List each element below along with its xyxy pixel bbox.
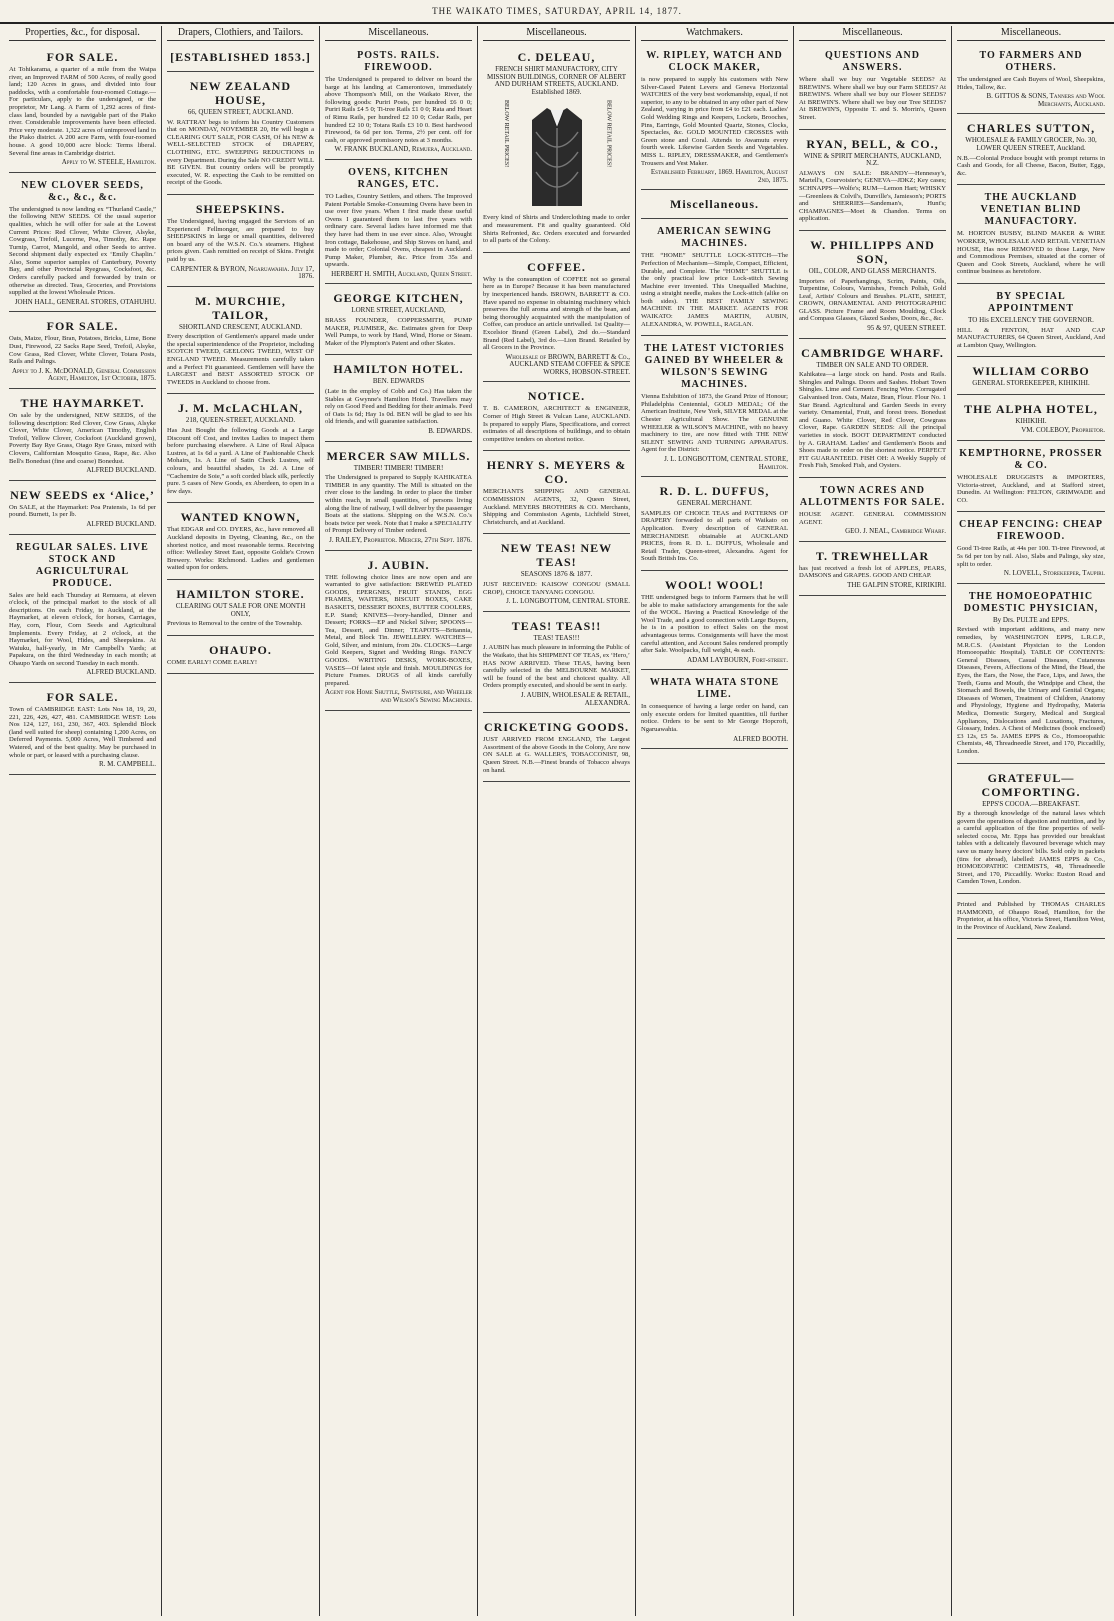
advertisement (483, 45, 630, 253)
ad-body: The Undersigned is prepared to Supply KAHIKATEA TIMBER in any quantity. The Mill is situated on the river close to the landing. In order to place the timber within reach, in small quantities, of persons living along the line of railway, I will deliver by the passenger Boats at the stations. Shipping on the W.S.N. Co.'s boats twice per week. Note that I make a SPECIALITY of Prompt Delivery of Timber ordered. (325, 474, 472, 535)
ad-title: WILLIAM CORBO (972, 364, 1090, 379)
ad-subtitle: CLEARING OUT SALE FOR ONE MONTH ONLY, (175, 601, 306, 618)
advertisement (167, 45, 314, 72)
ad-body: Previous to Removal to the centre of the Township. (167, 620, 303, 628)
advertisement (641, 573, 788, 670)
ad-body: Has Just Bought the following Goods at a Large Discount off Cost, and invites Ladies to inspect them before purchasing elsewhere. A Line of Real Alpaca Lustres, at 1s 6d a yard. A Line of Fashionable Check Mohairs, 1s. A Line of Satin Check Lustres, self colours, and beautiful shades, 1s 2d. A Line of “Cachemire de Soie,” a soft corded black silk, perfectly pure. 5 cases of New Goods, ex Aberdeen, to open in a few days. (167, 427, 314, 495)
ad-body: On sale by the undersigned, NEW SEEDS, of the following description: Red Clover, Cow Grass, Alsyke Clover, White Clover, American Timothy, English Trefoil, Yellow Clover, Cocksfoot (Auckland grown), Poverty Bay Rye Grass, Otago Rye Grass, mixed with Clovers, Californian Mosquito Grass, Rape, &c. Also Bell's Bonedust (fine and coarse) Bonedust. (9, 412, 156, 465)
ad-title: NEW SEEDS ex ‘Alice,’ (10, 487, 155, 502)
ad-signature: W. FRANK BUCKLAND, Remuera, Auckland. (334, 145, 472, 154)
column-7 (952, 26, 1110, 1616)
ad-signature: VM. COLEBOY, Proprietor. (1021, 426, 1105, 435)
ad-subtitle: By Drs. PULTE and EPPS. (993, 615, 1069, 624)
ad-title: THE HOMOEOPATHIC DOMESTIC PHYSICIAN, (963, 590, 1099, 614)
ad-title: J. M. McLACHLAN, (178, 401, 303, 416)
ad-subtitle: 66, QUEEN STREET, AUCKLAND. (187, 108, 294, 116)
ad-body: J. AUBIN has much pleasure in informing the Public of the Waikato, that his SHIPMENT OF TEAS, ex ‘Hero,’ HAS NOW ARRIVED. These TEAS, having been carefully selected in the MELBOURNE MARKET, will be found of the best and choicest quality. All Orders promptly executed, and should be sent in early. (483, 644, 630, 690)
advertisement (167, 74, 314, 195)
ad-body: JUST ARRIVED FROM ENGLAND, The Largest Assortment of the above Goods in the Colony, Are now ON SALE at G. WALLER'S, TOBACCONIST, 98, Queen Street. N.B.—Finest brands of Tobacco always on hand. (483, 736, 630, 774)
column-1 (4, 26, 162, 1616)
ad-body: Oats, Maize, Flour, Bran, Potatoes, Bricks, Lime, Bone Dust, Firewood, 22 Sacks Rape Seed, Trefoil, Alsyke, Cow Grass, Red Clover, White Clover, Totara Posts, Rails and Palings. (9, 335, 156, 366)
ad-signature: B. EDWARDS. (428, 427, 472, 435)
ad-title: REGULAR SALES. LIVE STOCK AND AGRICULTURAL PRODUCE. (16, 541, 149, 589)
ad-subtitle: TO His EXCELLENCY THE GOVERNOR. (968, 315, 1094, 324)
ad-title: WANTED KNOWN, (180, 510, 301, 525)
ad-title: CHARLES SUTTON, (966, 121, 1096, 136)
ad-title: CHEAP FENCING: CHEAP FIREWOOD. (959, 519, 1103, 543)
ad-title: W. RIPLEY, WATCH AND CLOCK MAKER, (646, 50, 783, 73)
ad-subtitle: SEASONS 1876 & 1877. (520, 570, 593, 579)
ad-signature: ALFRED BUCKLAND. (86, 466, 156, 475)
advertisement (483, 384, 630, 451)
ad-title: GEORGE KITCHEN, (333, 291, 464, 306)
ad-body: BRASS FOUNDER, COPPERSMITH, PUMP MAKER, PLUMBER, &c. Estimates given for Deep Well Pumps, to work by Hand, Wind, Horse or Steam. Maker of the Plympton's Patent and other Skates. (325, 317, 472, 347)
advertisement (167, 638, 314, 675)
column-6 (794, 26, 952, 1616)
advertisement (957, 397, 1105, 441)
ad-title: T. TREWHELLAR (815, 548, 930, 563)
advertisement (325, 162, 472, 285)
advertisement (799, 233, 946, 339)
advertisement (483, 453, 630, 534)
advertisement (325, 357, 472, 441)
ad-body: That EDGAR and CO. DYERS, &c., have removed all Auckland deposits in Dyeing, Cleaning, &c., on the shortest notice, and most reasonable terms. Receiving office: Wellesley Street East, opposite Goldie's Crown Brewery. Works: Richmond. Ladies and gentlemen waited upon for orders. (167, 526, 314, 572)
advertisement (957, 187, 1105, 284)
ad-title: HAMILTON HOTEL. (333, 362, 464, 377)
advertisement (641, 221, 788, 336)
ad-signature: Wholesale of BROWN, BARRETT & Co., AUCKLAND STEAM COFFEE & SPICE WORKS, HOBSON-STREET. (505, 352, 630, 376)
advertisement (483, 715, 630, 782)
ad-body: The Undersigned is prepared to deliver on board the barge at his landing at Camerontown, immediately above Thompson's Mill, on the Waikato River, the following goods: Puriri Posts, per hundred £6 0 0; Puriri Rails £4 5 0; Ti-tree Rails £1 0 0; Rata and Heart of Rimu Rails, per hundred £2 10 0; Cedar Rails, per hundred £2 10 0; Totara Rails £3 10 0. Best hardwood Firewood, 6s 6d per ton. Terms, 2½ per cent. off for cash, or approved promissory notes at 3 months. (325, 76, 472, 144)
ad-body: SAMPLES OF CHOICE TEAS and PATTERNS OF DRAPERY forwarded to all parts of Waikato on Application. Every description of GENERAL MERCHANDISE obtainable at AUCKLAND PRICES, from R. D. L. DUFFUS, Wholesale and Retail Trader, Queen-street, Alexandra. Agent for South British Ins. Co. (641, 509, 788, 563)
ad-signature: THE GALPIN STORE, KIRIKIRI. (847, 580, 946, 589)
ad-subtitle: 218, QUEEN-STREET, AUCKLAND. (185, 416, 296, 425)
ad-title: [ESTABLISHED 1853.] (170, 50, 311, 64)
ad-signature: R. M. CAMPBELL. (99, 760, 156, 769)
ad-body: T. B. CAMERON, ARCHITECT & ENGINEER, Corner of High Street & Vulcan Lane, AUCKLAND. Is prepared to supply Plans, Specifications, and correct estimates of all descriptions of buildings, and to obtain competitive tenders on shortest notice. (483, 405, 630, 443)
advertisement (167, 396, 314, 503)
ad-subtitle: TIMBER ON SALE AND TO ORDER. (816, 360, 929, 369)
ad-title: TO FARMERS AND OTHERS. (979, 50, 1083, 73)
advertisement (957, 896, 1105, 939)
advertisement (957, 514, 1105, 583)
column-heading: Miscellaneous. (483, 26, 630, 41)
ad-body: is now prepared to supply his customers with New Silver-Cased Patent Levers and Geneva Horizontal WATCHES of the very best workmanship, equal, if not superior, to any to be obtained in any other part of New Zealand, varying in price from £4 to £21 each. Ladies' Gold Wedding Rings and Keepers, Lockets, Brooches, Pins, Earrings, Gold Mounted Quartz, Stones, Clocks, Spectacles, &c. GOLD MOUNTED CROSSES with Green stone and Coral. Attends to Awamutu every fourth week. Likewise Garden Seeds and Vegetables. MISS L. RIPLEY, DRESSMAKER, and Gentlemen's Trousers and Vest Maker. (641, 76, 788, 167)
advertisement (9, 314, 156, 389)
ad-title: THE ALPHA HOTEL, (964, 401, 1098, 416)
ad-body: Town of CAMBRIDGE EAST: Lots Nos 18, 19, 20, 221, 226, 426, 427, 481. CAMBRIDGE WEST: Lots Nos 124, 127, 161, 230, 367, 403. Splendid Block (land well suited for sheep) containing 1,200 Acres, on Deferred Payments. 5,000 Acres, Well Timbered and Watered, and of the best quality. May be purchased in whole or part, or leased with a purchasing clause. (9, 706, 156, 759)
column-5 (636, 26, 794, 1616)
ad-subtitle: TIMBER! TIMBER! TIMBER! (353, 463, 444, 472)
ad-title: TEAS! TEAS!! (511, 618, 602, 633)
ad-body: Why is the consumption of COFFEE not so general here as in Europe? Because it has been manufactured by inexperienced hands. BROWN, BARRETT & CO. Have spared no expense in obtaining machinery which preserves the full aroma and strength of the bean, and being thoroughly acquainted with the manipulation of Coffee, can produce an article unrivalled. 1st Quality—Excelsior Brand (Green Label), 2nd do.—Standard Brand (Red Label), 3rd do.—Lion Brand. Retailed by all Grocers in the Province. (483, 275, 630, 352)
advertisement (9, 45, 156, 173)
column-heading: Drapers, Clothiers, and Tailors. (167, 26, 314, 41)
ad-body: By a thorough knowledge of the natural laws which govern the operations of digestion and nutrition, and by a careful application of the fine properties of well-selected cocoa, Mr. Epps has provided our breakfast tables with a delicately flavoured beverage which may save us many heavy doctors' bills. Sold only in packets (tins for abroad), labelled: JAMES EPPS & Co., HOMOEOPATHIC CHEMISTS, 48, Threadneedle Street, and 170, Piccadilly. Works: Euston Road and Camden Town, London. (957, 810, 1105, 886)
ad-title: COFFEE. (527, 259, 586, 274)
ad-title: WHATA WHATA STONE LIME. (649, 677, 780, 701)
ad-body: ALWAYS ON SALE: BRANDY—Hennessy's, Martell's, Courvoisier's; GENEVA—JDKZ; Key cases; SCHNAPPS—Wolfe's; RUM—Lemon Hart; WHISKY—Greenlees & Colvil's, Dunville's, Jamieson's; PORTS and SHERRIES—Sandeman's, Hunt's; CHAMPAGNES—Moet & Chandon. Terms on application. (799, 169, 946, 223)
ad-body: Kahikatea—a large stock on hand. Posts and Rails. Shingles and Palings. Doors and Sashes. Hobart Town Shingles. Lime and Cement. Fencing Wire. Corrugated Galvanised Iron. Oats, Maize, Bran, Flour. Flour No. 1 Star Brand. Agricultural and Garden Seeds in every variety. Ornamental, Fruit, and forest trees. Bonedust and Guano. White Clover, Red Clover, Cowgrass Clover, Rape. GARDEN SEEDS: All the principal varieties in stock. BOOT DEPARTMENT conducted by A. GRAHAM. Ladies' and Gentlemen's Boots and Shoes made to order on the shortest notice. PERFECT FIT GUARANTEED. FISH OH: A Weekly Supply of Fresh Fish, Smoked Fish, and Oysters. (799, 371, 946, 470)
ad-signature: J. RAILEY, Proprietor. Mercer, 27th Sept. 1876. (329, 535, 472, 544)
ad-title: NEW ZEALAND HOUSE, (189, 79, 292, 107)
ad-body: Printed and Published by THOMAS CHARLES HAMMOND, of Ohaupo Road, Hamilton, for the Proprietor, at his office, Victoria Street, Hamilton West, in the Province of Auckland, New Zealand. (957, 901, 1105, 931)
advertisement (325, 553, 472, 711)
ad-signature: Apply to J. K. McDONALD, General Commission Agent, Hamilton, 1st October, 1875. (11, 366, 156, 383)
advertisement (641, 192, 788, 219)
ad-title: THE HAYMARKET. (20, 396, 145, 410)
ad-body: THE “HOME” SHUTTLE LOCK-STITCH—The Perfection of Mechanism—Simple, Compact, Efficient, Durable, and Complete. The “HOME” SHUTTLE is the only practical low price Lock-stitch Sewing Machine ever invented. This Unequalled Machine, using a straight needle, makes the Lock-stitch (alike on both sides). THE BEST FAMILY SEWING MACHINE IN THE MARKET. AGENTS FOR WAIKATO: JAMES MARTIN, AUBIN, ALEXANDRA, W. POWELL, RAGLAN. (641, 252, 788, 328)
ad-body: has just received a fresh lot of APPLES, PEARS, DAMSONS and GRAPES. GOOD AND CHEAP. (799, 564, 946, 580)
ad-subtitle: GENERAL STOREKEEPER, KIHIKIHI. (972, 379, 1090, 388)
advertisement (641, 338, 788, 477)
ad-signature: B. GITTOS & SONS, Tanners and Wool Merchants, Auckland. (986, 92, 1105, 108)
ad-subtitle: FRENCH SHIRT MANUFACTORY, CITY MISSION BUILDINGS, CORNER OF ALBERT AND DURHAM STREETS, AUCKLAND. Established 1869. (486, 65, 626, 96)
column-heading: Miscellaneous. (799, 26, 946, 41)
ad-title: C. DELEAU, (517, 50, 596, 64)
advertisement (957, 359, 1105, 395)
ad-title: W. PHILLIPPS AND SON, (810, 237, 935, 266)
ad-title: KEMPTHORNE, PROSSER & CO. (959, 448, 1103, 472)
ad-title: POSTS. RAILS. FIREWOOD. (357, 50, 440, 73)
ad-body: The Undersigned, having engaged the Services of an Experienced Fellmonger, are prepared to buy SHEEPSKINS in large or small quantities, delivered on board any of the W.S.N. Co.'s steamers. Highest prices given. Cash remitted on receipt of Skins. Freight paid by us. (167, 217, 314, 263)
ad-title: J. AUBIN. (367, 557, 430, 572)
ad-title: TOWN ACRES AND ALLOTMENTS FOR SALE. (799, 484, 946, 508)
ad-title: M. MURCHIE, TAILOR, (195, 293, 286, 322)
ad-body: TO Ladies, Country Settlers, and others. The Improved Patent Portable Smoke-Consuming Ovens have been in use over five years. When I first made these useful Ovens I guaranteed them to last five years with ordinary care. Several ladies have informed me that they have had them in use ever since. Also, Wrought Iron cottage, Bakehouse, and Ship Stoves on hand, and made to order; Colonial Ovens, cheapest in Auckland. Pump Maker, Plumber, &c. Price from 35s and upwards. (325, 192, 472, 269)
ad-signature: ALFRED BUCKLAND. (86, 519, 156, 528)
ad-signature: GEO. J. NEAL, Cambridge Wharf. (845, 527, 946, 536)
ad-title: BY SPECIAL APPOINTMENT (988, 290, 1074, 314)
advertisement (957, 443, 1105, 512)
ad-body: Every kind of Shirts and Underclothing made to order and measurement. Fit and quality guaranteed. Old Shirts Refronted, &c. Orders executed and forwarded to all parts of the Colony. (483, 214, 630, 245)
ad-title: GRATEFUL—COMFORTING. (981, 770, 1081, 799)
ad-signature: N. LOVELL, Storekeeper, Taupiri. (1003, 569, 1105, 578)
ad-title: CRICKETING GOODS. (483, 720, 630, 735)
advertisement (483, 614, 630, 713)
advertisement (325, 45, 472, 160)
side-text-right: BELOW RETAIL PRICES! (605, 100, 612, 168)
shirt-illustration (502, 100, 612, 210)
column-heading: Watchmakers. (641, 26, 788, 41)
ad-signature: 95 & 97, QUEEN STREET. (867, 324, 946, 333)
ad-signature: J. L. LONGBOTTOM, CENTRAL STORE. (506, 597, 630, 606)
advertisement (641, 479, 788, 571)
advertisement (167, 289, 314, 395)
ad-body: Importers of Paperhangings, Scrim, Paints, Oils, Turpentine, Colours, Varnishes, French Polish, Gold Leaf, Artists' Colours and Brushes. PLATE, SHEET, CROWN, ORNAMENTAL AND PHOTOGRAPHIC GLASS. Picture Frame and Room Moulding, Clock and Compass Glasses, Glazed Sashes, Doors, &c., &c. (799, 277, 946, 323)
advertisement (957, 586, 1105, 764)
ad-signature: ALFRED BUCKLAND. (86, 668, 156, 677)
ad-body: (Late in the employ of Cobb and Co.) Has taken the Stables at Gwynne's Hamilton Hotel. Travellers may rely on Good Feed and Bedding for their animals. Feed of Oats 1s 6d; Hay 1s 0d. BEN will be glad to see his old friends, and will guarantee satisfaction. (325, 388, 472, 426)
ad-title: FOR SALE. (46, 319, 119, 334)
advertisement (957, 286, 1105, 357)
masthead: THE WAIKATO TIMES, SATURDAY, APRIL 14, 1877. (0, 0, 1114, 24)
ad-signature: Agent for Home Shuttle, Swiftsure, and Wheeler and Wilson's Sewing Machines. (325, 688, 472, 705)
ad-body: Every description of Gentlemen's apparel made under the special superintendence of the Proprietor, including SCOTCH TWEED, GEELONG TWEED, WEST OF ENGLAND TWEED. Measurements carefully taken and a Perfect Fit guaranteed. Gentlemen will have the LARGEST and BEST ASSORTED STOCK OF TWEEDS in Auckland to choose from. (167, 333, 314, 386)
advertisement (799, 544, 946, 596)
ad-title: FOR SALE. (46, 690, 119, 705)
ad-signature: Established February, 1869. Hamilton, August 2nd, 1875. (650, 168, 788, 184)
ad-subtitle: LORNE STREET, AUCKLAND, (351, 306, 446, 315)
ad-body: Sales are held each Thursday at Remuera, at eleven o'clock, of the principal market to the stock of all descriptions. On each Friday, in Auckland, at the Haymarket, at eleven o'clock, for horses, Carriages, Hay, corn, Flour, Corn Seeds and Agricultural Implements. Every Friday, at 2 o'clock, at the Haymarket, for Wool, Hides, and Sheepskins. At Waiuku, half-yearly, in Mr Campbell's Yards; at Papakura, on the third Wednesday in each month; at Ohaupo Yards on second Tuesday in each month. (9, 591, 156, 667)
ad-body: HILL & FENTON, HAT AND CAP MANUFACTURERS, 64 Queen Street, Auckland, And at Lambton Quay, Wellington. (957, 326, 1105, 349)
ad-title: OVENS, KITCHEN RANGES, ETC. (348, 166, 449, 190)
ad-signature: ADAM LAYBOURN, Fort-street. (687, 655, 788, 664)
ad-signature: CARPENTER & BYRON, Ngaruawahia. July 17, 1876. (170, 264, 314, 281)
ad-subtitle: BEN. EDWARDS (372, 377, 425, 386)
ad-subtitle: OIL, COLOR, AND GLASS MERCHANTS. (808, 266, 937, 275)
column-3 (320, 26, 478, 1616)
ad-signature: J. L. LONGBOTTOM, CENTRAL STORE, Hamilton. (664, 455, 788, 471)
ad-subtitle: WHOLESALE & FAMILY GROCER, No. 30, LOWER QUEEN STREET, Auckland. (965, 136, 1097, 152)
ad-title: FOR SALE. (46, 50, 119, 64)
ad-body: In consequence of having a large order on hand, can only execute orders for limited quantities, till further notice. Orders to be sent to Mr George Hopcroft, Ngaruawahia. (641, 703, 788, 734)
ad-title: MERCER SAW MILLS. (326, 448, 471, 463)
advertisement (799, 480, 946, 542)
advertisement (641, 45, 788, 190)
ad-body: At Tohikarama, a quarter of a mile from the Waipa river, an Improved FARM of 500 Acres, of really good land; 120 Acres in grass, and divided into four paddocks, with a comfortable four-roomed Cottage.—For particulars, apply to the undersigned, or the proprietor, Mr Lang. A Farm of 1,292 acres of first-class land, bounded by a navigable part of the Piako river. Considerable improvements have been effected. Price very moderate. 1,322 acres of unimproved land in the Piako district. A 200 acre Farm, with four-roomed house. A good 10,000 acre block: Terms liberal. Several fine areas in Cambridge district. (9, 66, 156, 157)
column-4 (478, 26, 636, 1616)
advertisement (799, 341, 946, 478)
advertisement (167, 582, 314, 636)
ad-body: On SALE, at the Haymarket: Poa Pratensis, 1s 6d per pound. Burnett, 1s per lb. (9, 503, 156, 519)
column-heading: Miscellaneous. (957, 26, 1105, 41)
ad-title: THE AUCKLAND VENETIAN BLIND MANUFACTORY. (980, 192, 1082, 228)
ad-body: W. RATTRAY begs to inform his Country Customers that on MONDAY, NOVEMBER 20, He will begin a CLEARING OUT SALE, FOR CASH, Of his NEW & WELL-SELECTED STOCK of DRAPERY, CLOTHING, ETC. SWEEPING REDUCTIONS in every Department. During the Sale NO CREDIT WILL BE GIVEN. But country orders will be promptly executed, W. R. expecting the Cash to be remitted on receipt of the Goods. (167, 118, 314, 187)
column-2 (162, 26, 320, 1616)
ad-subtitle: TEAS! TEAS!!! (533, 633, 580, 642)
ad-title: AMERICAN SEWING MACHINES. (657, 226, 772, 250)
ad-subtitle: WINE & SPIRIT MERCHANTS, AUCKLAND, N.Z. (803, 151, 942, 168)
ad-body: HOUSE AGENT. GENERAL COMMISSION AGENT. (799, 510, 946, 526)
ad-title: NEW TEAS! NEW TEAS! (500, 541, 613, 570)
ad-signature: Apply to W. STEELE, Hamilton. (61, 158, 156, 167)
column-heading: Miscellaneous. (325, 26, 472, 41)
ad-body: M. HORTON BUSBY, BLIND MAKER & WIRE WORKER, WHOLESALE AND RETAIL VENETIAN HOUSE, Has now REMOVED to those Large, New and Commodious Premises, situated at the corner of Queen and Cook Streets, Auckland, where he will continue business as heretofore. (957, 230, 1105, 276)
advertisement (641, 672, 788, 749)
advertisement (167, 197, 314, 287)
ad-title: WOOL! WOOL! (664, 577, 765, 592)
ad-title: QUESTIONS AND ANSWERS. (825, 50, 920, 73)
advertisement (9, 175, 156, 313)
ad-title: R. D. L. DUFFUS, (659, 484, 770, 499)
column-heading: Properties, &c., for disposal. (9, 26, 156, 41)
ad-body: COME EARLY! COME EARLY! (167, 658, 258, 666)
advertisement (483, 255, 630, 383)
shirt-icon (522, 102, 592, 208)
advertisement (957, 766, 1105, 895)
ad-title: NEW CLOVER SEEDS, &c., &c., &c. (21, 179, 144, 203)
ad-title: HAMILTON STORE. (176, 586, 305, 601)
ad-title: THE LATEST VICTORIES GAINED BY WHEELER & WILSON'S SEWING MACHINES. (644, 343, 785, 391)
advertisement (957, 116, 1105, 185)
advertisement (325, 286, 472, 355)
ad-body: N.B.—Colonial Produce bought with prompt returns in Cash and Goods, for all Cheese, Bacon, Butter, Eggs, &c. (957, 154, 1105, 177)
advertisement (167, 505, 314, 580)
advertisement (9, 483, 156, 535)
ad-body: Revised with important additions, and many new remedies, by WASHINGTON EPPS, L.R.C.P., M.R.C.S. (Assistant Physician to the London Homoeopathic Hospital). TABLE OF CONTENTS: General Diseases, Casual Diseases, Cutaneous Diseases, Fevers, Affections of the Mind, the Head, the Eyes, the Ears, the Nose, the Face, Lips, and Jaws, the Teeth, Gums and Mouth, the Windpipe and Chest, the Stomach and Bowels, the Urinary and Genital Organs; Diseases of Women, Treatment of Children, Anatomy and Physiology, Hygiene and Hydropathy, Materia Medica, Domestic Surgery, Medical and Surgical Appliances, Dislocations and Luxations, Fractures, Glossary, Index. A Chest of Medicines (book enclosed) £3 12s, £5 5s. JAMES EPPS & Co., Homoeopathic Chemists, 48, Threadneedle Street, and 170, Piccadilly, London. (957, 626, 1105, 755)
ad-body: JUST RECEIVED: KAISOW CONGOU (SMALL CROP), CHOICE TANYANG CONGOU. (483, 581, 630, 596)
ad-title: NOTICE. (527, 389, 586, 404)
ad-body: Good Ti-tree Rails, at 44s per 100. Ti-tree Firewood, at 5s 6d per ton by rail. Also, Slabs and Palings, sky size, split to order. (957, 545, 1105, 568)
advertisement (9, 537, 156, 684)
side-text-left: BELOW RETAIL PRICES! (503, 100, 510, 168)
advertisement (325, 444, 472, 551)
ad-body: The undersigned is now landing ex “Thurland Castle,” the following NEW SEEDS. Of the usual superior qualities, which he will offer for sale at the Lowest Current Prices: Red Clover, White Clover, Alsyke, Cowgrass, Trefoil, Lucerne, Poa, Timothy, &c. Rape Turnip, Carrot, Mangold, and other Seeds to arrive. Second shipment daily expected ex ‘Emily Chaplin.’ Also, Some superior samples of Canterbury, Poverty Bay, and other Provincial Ryegrass, Cocksfoot, &c. Orders carefully packed and forwarded by train or otherwise as directed. Teas, Groceries, and Provisions supplied at the lowest Wholesale Prices. (9, 205, 156, 297)
ad-signature: J. AUBIN, WHOLESALE & RETAIL, ALEXANDRA. (520, 690, 630, 707)
ad-title: RYAN, BELL, & CO., (806, 136, 939, 151)
advertisement (9, 685, 156, 775)
advertisement (9, 391, 156, 481)
advertisement (799, 45, 946, 130)
ad-signature: HERBERT H. SMITH, Auckland, Queen Street. (331, 269, 472, 278)
ad-body: The undersigned are Cash Buyers of Wool, Sheepskins, Hides, Tallow, &c. (957, 76, 1105, 91)
ad-subtitle: EPPS'S COCOA.—BREAKFAST. (982, 799, 1080, 808)
advertisement (799, 132, 946, 231)
ad-title: HENRY S. MEYERS & CO. (486, 458, 627, 487)
ad-title: CAMBRIDGE WHARF. (801, 345, 944, 360)
ad-title: SHEEPSKINS. (195, 201, 286, 216)
advertisement (483, 536, 630, 611)
ad-body: MERCHANTS SHIPPING AND GENERAL COMMISSION AGENTS, 32, Queen Street, Auckland. MEYERS BROTHERS & CO. Merchants, Shipping and Commission Agents, Lichfield Street, Christchurch, and at Auckland. (483, 488, 630, 526)
ad-title: Miscellaneous. (670, 197, 759, 212)
ad-title: OHAUPO. (209, 642, 272, 657)
ad-subtitle: GENERAL MERCHANT. (677, 499, 752, 508)
ad-body: Vienna Exhibition of 1873, the Grand Prize of Honour; Philadelphia Centennial, GOLD MEDAL; Of the American Institute, New York, SILVER MEDAL at the Chester Agricultural Show. The GENUINE WHEELER & WILSON'S MACHINE, with no heavy machinery to tire, are now fitted with THE NEW SILENT SEWING AND TURNING APPARATUS. Agent for the District: (641, 393, 788, 454)
ad-subtitle: KIHIKIHI. (1015, 416, 1047, 425)
ad-signature: ALFRED BOOTH. (733, 734, 788, 743)
ad-subtitle: SHORTLAND CRESCENT, AUCKLAND. (178, 322, 303, 331)
ad-body: WHOLESALE DRUGGISTS & IMPORTERS, Victoria-street, Auckland, and at Stafford street, Dunedin. At Wellington: FELTON, GRIMWADE and CO. (957, 474, 1105, 504)
ad-body: THE undersigned begs to inform Farmers that he will be able to make satisfactory arrangements for the sale of the WOOL. Having a Practical Knowledge of the Wool Trade, and a good connection with Large Buyers, he is in a position to effect Sales on the most advantageous terms. Consignments will have the most careful attention, and Account Sales rendered promptly after Sale. Woolpacks, full weight, 4s each. (641, 593, 788, 655)
ad-signature: JOHN HALL, GENERAL STORES, OTAHUHU. (14, 297, 156, 306)
advertisement (957, 45, 1105, 114)
newspaper-columns (4, 26, 1110, 1616)
ad-body: Where shall we buy our Vegetable SEEDS? At BREWIN'S. Where shall we buy our Farm SEEDS? At BREWIN'S. Where shall we buy our Flower SEEDS? At BREWIN'S. Where shall we buy our Tree SEEDS? At BREWIN'S, Opposite T. and S. Morrin's, Queen Street. (799, 76, 946, 121)
ad-body: THE following choice lines are now open and are warranted to give satisfaction: BREWED PLATED GOODS, EPERGNES, FRUIT STANDS, EGG FRAMES, WAITERS, BISCUIT BOXES, CAKE BASKETS, DESSERT BOXES, BUTTER COOLERS, E.P. Stand; KNIVES—Ivory-handled, Dinner and Dessert; FORKS—EP and Nickel Silver; SPOONS—Tea, Dessert, and Dinner; TEAPOTS—Britannia, Metal, and Block Tin. JEWELLERY. WATCHES—Gold, Silver, and minium, from 20s. CLOCKS—Large Gold Keepers, Signet and Wedding Rings. FANCY GOODS. WRITING DESKS, WORK-BOXES, VASES—Of latest style and finish. MOULDINGS for Picture Frames. DRUGS of all kinds carefully prepared. (325, 573, 472, 687)
